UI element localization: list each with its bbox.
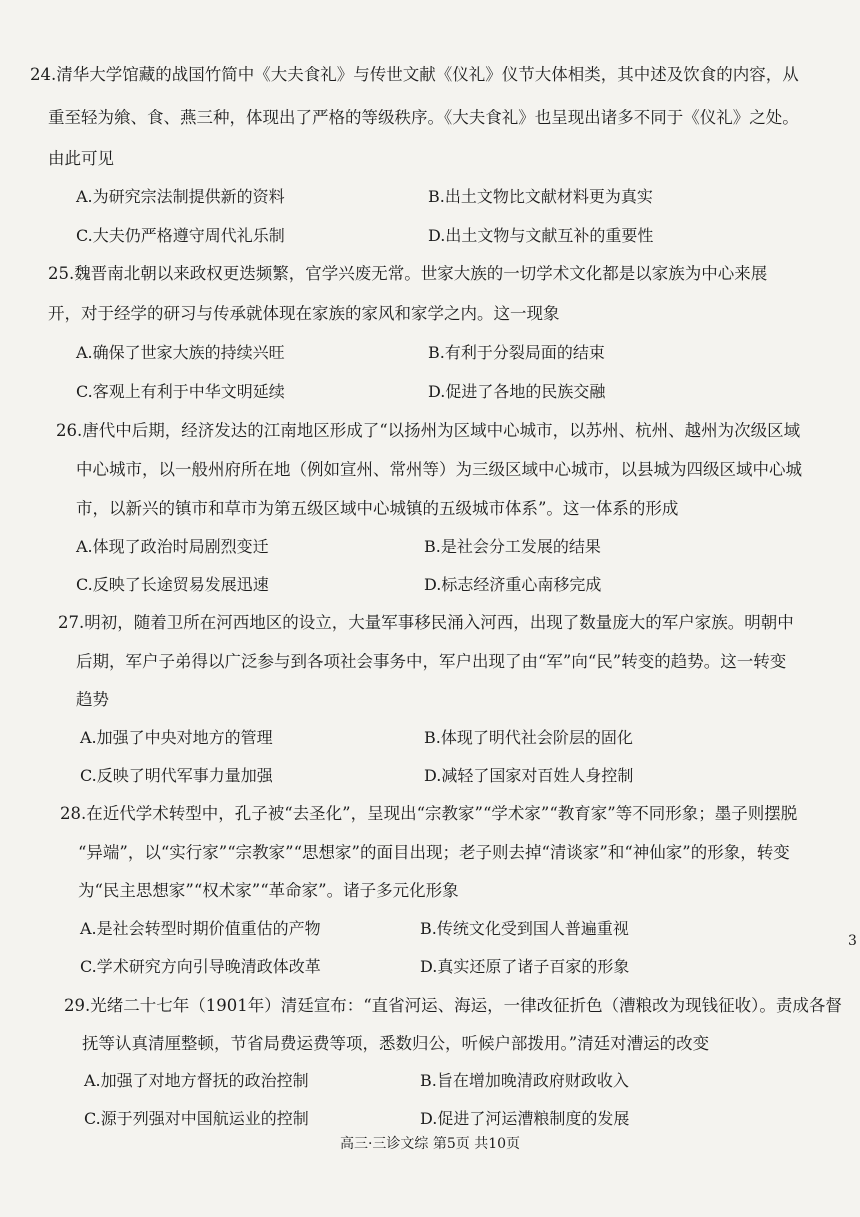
question-stem-line: 市，以新兴的镇市和草市为第五级区域中心城镇的五级城市体系”。这一体系的形成: [76, 499, 679, 518]
option-b: B.是社会分工发展的结果: [424, 537, 601, 556]
question-stem-line: 25.魏晋南北朝以来政权更迭频繁，官学兴废无常。世家大族的一切学术文化都是以家族为中心来展: [48, 264, 768, 283]
option-b: B.旨在增加晚清政府财政收入: [420, 1071, 629, 1090]
question-stem-line: 为“民主思想家”“权术家”“革命家”。诸子多元化形象: [78, 881, 459, 900]
option-b: B.出土文物比文献材料更为真实: [428, 187, 653, 206]
option-b: B.有利于分裂局面的结束: [428, 343, 605, 362]
option-a: A.体现了政治时局剧烈变迁: [76, 537, 269, 556]
question-stem-line: 24.清华大学馆藏的战国竹简中《大夫食礼》与传世文献《仪礼》仪节大体相类，其中述及饮食的内容，从: [30, 65, 799, 84]
option-c: C.客观上有利于中华文明延续: [76, 382, 285, 401]
option-a: A.为研究宗法制提供新的资料: [76, 187, 285, 206]
page-footer: 高三·三诊文综 第5页 共10页: [339, 1136, 521, 1152]
question-stem-line: 开，对于经学的研习与传承就体现在家族的家风和家学之内。这一现象: [48, 304, 560, 323]
option-b: B.传统文化受到国人普遍重视: [420, 919, 629, 938]
question-stem-line: 27.明初，随着卫所在河西地区的设立，大量军事移民涌入河西，出现了数量庞大的军户家族。明朝中: [58, 613, 794, 632]
option-c: C.源于列强对中国航运业的控制: [84, 1109, 309, 1128]
question-stem-line: 趋势: [76, 690, 109, 709]
option-c: C.反映了长途贸易发展迅速: [76, 575, 269, 594]
question-stem-line: 29.光绪二十七年（1901年）清廷宣布：“直省河运、海运，一律改征折色（漕粮改为现钱征收）。责成各督: [64, 996, 842, 1015]
option-a: A.确保了世家大族的持续兴旺: [76, 343, 285, 362]
option-a: A.加强了中央对地方的管理: [80, 728, 273, 747]
question-stem-line: 抚等认真清厘整顿，节省局费运费等项，悉数归公，听候户部拨用。”清廷对漕运的改变: [82, 1034, 710, 1053]
question-stem-line: 28.在近代学术转型中，孔子被“去圣化”，呈现出“宗教家”“学术家”“教育家”等不同形象；墨子则摆脱: [60, 804, 798, 823]
option-d: D.促进了各地的民族交融: [428, 382, 606, 401]
option-a: A.是社会转型时期价值重估的产物: [80, 919, 321, 938]
option-b: B.体现了明代社会阶层的固化: [424, 728, 633, 747]
question-stem-line: 重至轻为飨、食、燕三种，体现出了严格的等级秩序。《大夫食礼》也呈现出诸多不同于《仪礼》之处。: [48, 108, 799, 127]
question-stem-line: 后期，军户子弟得以广泛参与到各项社会事务中，军户出现了由“军”向“民”转变的趋势。这一转变: [76, 652, 787, 671]
option-c: C.学术研究方向引导晚清政体改革: [80, 957, 321, 976]
option-d: D.促进了河运漕粮制度的发展: [420, 1109, 630, 1128]
question-stem-line: 中心城市，以一般州府所在地（例如宣州、常州等）为三级区域中心城市，以县城为四级区域中心城: [76, 460, 802, 479]
option-d: D.出土文物与文献互补的重要性: [428, 226, 654, 245]
margin-page-mark: 3: [848, 933, 857, 949]
option-a: A.加强了对地方督抚的政治控制: [84, 1071, 309, 1090]
question-stem-line: 由此可见: [48, 149, 114, 168]
option-d: D.标志经济重心南移完成: [424, 575, 602, 594]
option-c: C.反映了明代军事力量加强: [80, 766, 273, 785]
question-stem-line: “异端”，以“实行家”“宗教家”“思想家”的面目出现；老子则去掉“清谈家”和“神仙家”的形象，转变: [78, 843, 790, 862]
option-d: D.减轻了国家对百姓人身控制: [424, 766, 634, 785]
question-stem-line: 26.唐代中后期，经济发达的江南地区形成了“以扬州为区域中心城市，以苏州、杭州、越州为次级区域: [56, 421, 801, 440]
option-d: D.真实还原了诸子百家的形象: [420, 957, 630, 976]
option-c: C.大夫仍严格遵守周代礼乐制: [76, 226, 285, 245]
